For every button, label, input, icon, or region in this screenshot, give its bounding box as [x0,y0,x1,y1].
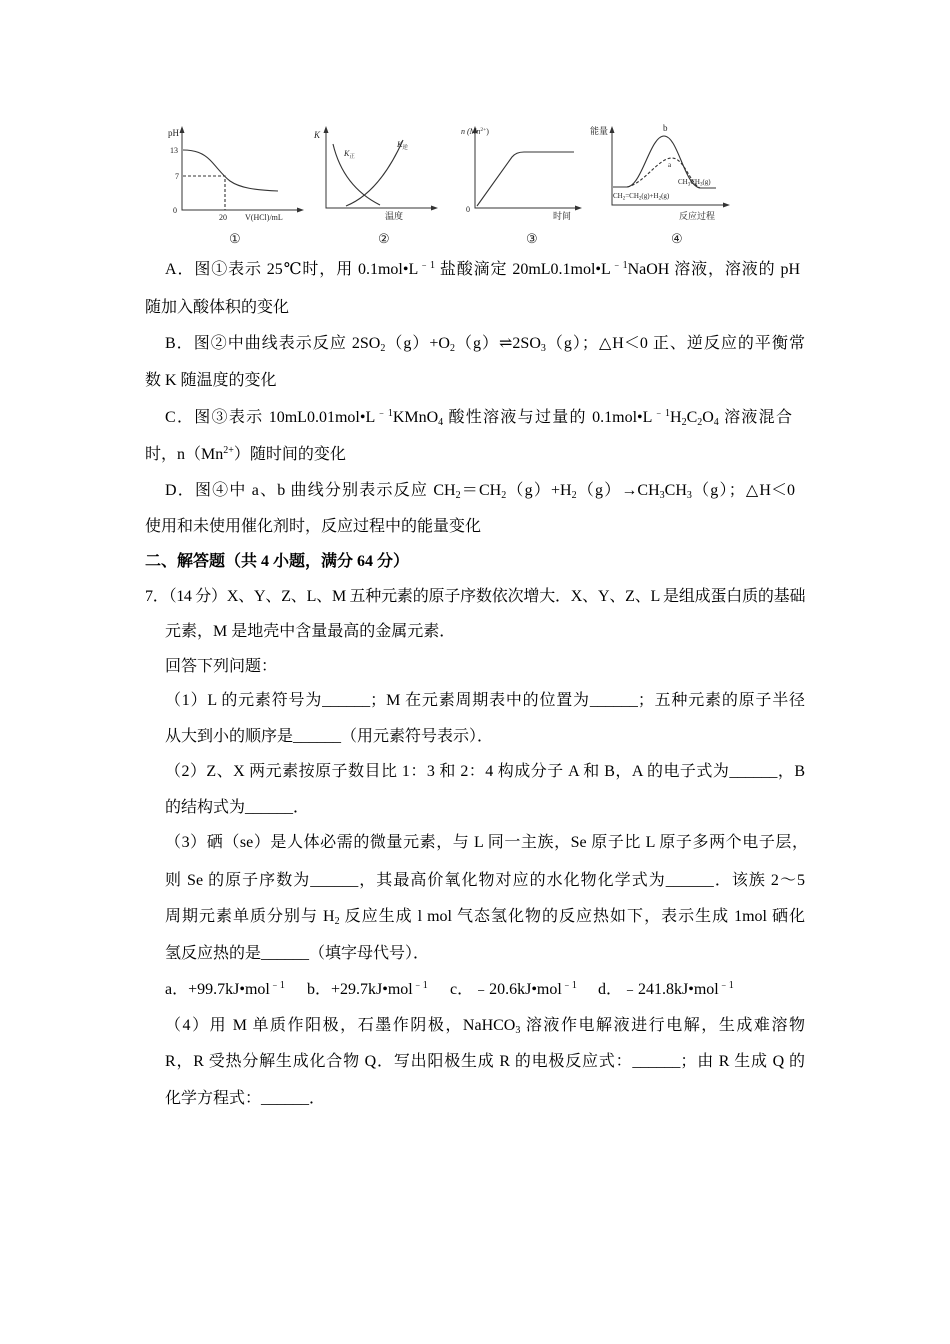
choice-b-line-2: 数 K 随温度的变化 [145,372,277,389]
text-segment: ＝CH [460,482,502,499]
text-segment: D．图④中 a、b 曲线分别表示反应 CH [165,482,456,499]
fig1-x-arrow [297,208,304,213]
choice-b-line-1 [165,333,805,355]
fig3-caption: ③ [526,231,538,246]
fig1-tick-20: 20 [219,213,227,222]
fig3-y-label-superscript: 2+ [480,127,487,133]
q7-part-4-line-1 [165,1015,805,1037]
fig3-y-label-end: ) [486,127,489,136]
superscript: ﹣1 [375,408,393,419]
text-segment: C [686,409,698,426]
fig3-x-arrow [575,206,582,211]
subscript: 2 [334,916,340,927]
fig3-axes [475,131,577,208]
text-segment: 溶液混合 [718,409,792,426]
fig4-product-part: CH [678,178,688,186]
q7-stem-line-1: 7．（14 分）X、Y、Z、L、M 五种元素的原子序数依次增大．X、Y、Z、L 是组成蛋白质的基础 [145,588,805,605]
text-segment: c．﹣20.6kJ•mol [450,981,562,998]
fig1-caption: ① [229,231,241,246]
subscript: 3 [540,343,546,354]
fig3-mn-curve [477,152,574,206]
fig4-y-label: 能量 [590,126,609,136]
section-heading: 二、解答题（共 4 小题，满分 64 分） [145,553,410,570]
subscript: 2 [501,490,507,501]
figure-1-titration-graph [168,126,304,246]
q7-part-3-line-1: （3）硒（se）是人体必需的微量元素，与 L 同一主族，Se 原子比 L 原子多两个电子层， [165,834,808,851]
fig2-k-reverse-symbol: K [397,140,403,149]
fig2-x-arrow [431,206,438,211]
fig2-k-reverse-label [396,140,408,151]
q7-part-1-line-2: 从大到小的顺序是______（用元素符号表示）． [165,728,494,745]
subscript: 2 [697,417,703,428]
fig1-equivalence-dashed-line [183,176,225,210]
option-c [450,979,577,1001]
text-segment: NaOH 溶液，溶液的 pH [627,261,800,278]
fig3-y-label-main: n (Mn [461,127,481,136]
q7-part-1-line-1: （1）L 的元素符号为______；M 在元素周期表中的位置为______；五种元素的原子半径 [165,692,805,709]
fig4-curve-b-label: b [663,123,668,133]
subscript: 2 [571,490,577,501]
text-segment: b．+29.7kJ•mol [307,981,413,998]
text-segment: a．+99.7kJ•mol [165,981,270,998]
text-segment: （4）用 M 单质作阳极，石墨作阴极，NaHCO [165,1017,516,1034]
text-segment: 酸性溶液与过量的 0.1mol•L [443,409,653,426]
fig4-x-label: 反应过程 [679,211,716,221]
subscript: 2 [455,490,461,501]
fig4-curve-b [613,136,716,188]
fig1-origin: 0 [173,206,177,215]
fig3-x-label: 时间 [553,211,572,221]
fig4-product-label [678,178,711,188]
q7-part-2-line-1: （2）Z、X 两元素按原子数目比 1：3 和 2：4 构成分子 A 和 B，A 的电子式为______，B [165,763,805,780]
text-segment: H [670,409,682,426]
superscript: ﹣1 [610,260,628,271]
choice-d-line-1 [165,480,795,502]
subscript: 2 [449,343,455,354]
text-segment: 周期元素单质分别与 H [165,908,335,925]
text-segment: （g）→CH [576,482,660,499]
q7-stem-line-2: 元素，M 是地壳中含量最高的金属元素． [165,623,456,640]
text-segment: ）随时间的变化 [233,446,346,463]
text-segment: CH [664,482,687,499]
fig4-product-subscript: 3 [699,182,703,188]
text-segment: 时，n（Mn [145,446,224,463]
fig2-k-forward-symbol: K [344,149,350,158]
option-d [598,979,734,1001]
choice-c-line-1 [165,407,792,429]
text-segment: （g）+O [385,335,450,352]
text-segment: （g）⇌2SO [454,335,541,352]
fig4-reactant-subscript: 2 [622,196,626,202]
fig4-reactant-part: =CH [625,192,639,200]
fig1-ph-curve [183,150,278,191]
option-b [307,979,428,1001]
fig2-k-reverse-subscript: 逆 [402,145,408,151]
text-segment: C．图③表示 10mL0.01mol•L [165,409,376,426]
superscript: ﹣1 [561,980,577,991]
fig4-x-arrow [723,203,730,208]
fig4-product-subscript: 3 [687,182,691,188]
fig1-x-label: V(HCl)/mL [245,213,283,222]
subscript: 3 [515,1025,521,1036]
superscript: ﹣1 [412,980,428,991]
fig2-k-reverse-curve [346,140,403,206]
fig4-reactant-part: (g)+H [641,192,659,200]
subscript: 2 [380,343,386,354]
choice-d-line-2: 使用和未使用催化剂时，反应过程中的能量变化 [145,518,482,535]
text-segment: 反应生成 l mol 气态氢化物的反应热如下，表示生成 1mol 硒化 [339,908,806,925]
fig1-y-arrow [180,126,185,133]
subscript: 2 [681,417,687,428]
fig4-reactant-part: (g) [661,192,670,200]
fig3-y-label [461,127,489,136]
text-segment: （g）+H [506,482,572,499]
q7-part-2-line-2: 的结构式为______． [165,799,310,816]
fig1-tick-7: 7 [175,172,179,181]
q7-prompt: 回答下列问题： [165,658,278,675]
subscript: 4 [713,417,719,428]
text-segment: （g）；△H＜0 [691,482,795,499]
q7-options-row [0,979,800,1001]
fig4-reactant-part: CH [613,192,623,200]
subscript: 4 [438,417,444,428]
fig2-caption: ② [378,231,390,246]
subscript: 3 [659,490,665,501]
q7-part-4-line-2: R，R 受热分解生成化合物 Q．写出阳极生成 R 的电极反应式：______；由 R 生成 Q 的 [165,1053,805,1070]
text-segment: B．图②中曲线表示反应 2SO [165,335,381,352]
q7-part-3-line-2: 则 Se 的原子序数为______，其最高价氧化物对应的水化物化学式为______．该族 2～5 [165,872,805,889]
q7-part-4-line-3: 化学方程式：______． [165,1090,326,1107]
superscript: 2+ [223,445,234,456]
fig1-axes [182,131,299,210]
fig1-y-label: pH [168,128,179,138]
text-segment: d．﹣241.8kJ•mol [598,981,719,998]
fig4-curve-a-label: a [668,161,672,169]
subscript: 3 [686,490,692,501]
superscript: ﹣1 [269,980,285,991]
fig2-y-label: K [314,130,321,140]
text-segment: KMnO [392,409,439,426]
choice-a-line-2: 随加入酸体积的变化 [145,299,290,316]
superscript: ﹣1 [418,260,436,271]
text-segment: O [702,409,714,426]
superscript: ﹣1 [718,980,734,991]
fig4-reactant-subscript: 2 [638,196,642,202]
text-segment: A．图①表示 25℃时，用 0.1mol•L [165,261,419,278]
choice-c-line-2 [145,444,346,466]
figure-2-equilibrium-constant-graph [313,126,438,246]
fig4-y-arrow [610,126,615,133]
figure-3-manganese-graph [461,126,582,246]
figure-4-energy-profile [590,123,730,246]
fig2-k-forward-subscript: 正 [349,154,355,160]
q7-part-3-line-4: 氢反应热的是______（填字母代号）． [165,945,430,962]
text-segment: （g）；△H＜0 正、逆反应的平衡常 [545,335,805,352]
fig2-k-forward-curve [333,144,380,205]
superscript: ﹣1 [652,408,670,419]
fig4-reactant-subscript: 2 [658,196,662,202]
figures-strip [0,0,950,260]
fig2-k-forward-label [343,149,355,160]
fig4-reactant-label [613,192,670,202]
q7-part-3-line-3 [165,906,805,928]
text-segment: 溶液作电解液进行电解，生成难溶物 [520,1017,805,1034]
fig4-product-part: (g) [702,178,711,186]
fig4-product-part: CH [690,178,700,186]
text-segment: 盐酸滴定 20mL0.1mol•L [435,261,611,278]
choice-a-line-1 [165,259,800,281]
fig1-tick-13: 13 [170,146,178,155]
option-a [165,979,285,1001]
fig3-origin: 0 [466,205,470,214]
fig2-x-label: 温度 [385,211,404,221]
fig4-caption: ④ [671,231,683,246]
fig2-y-arrow [324,126,329,133]
